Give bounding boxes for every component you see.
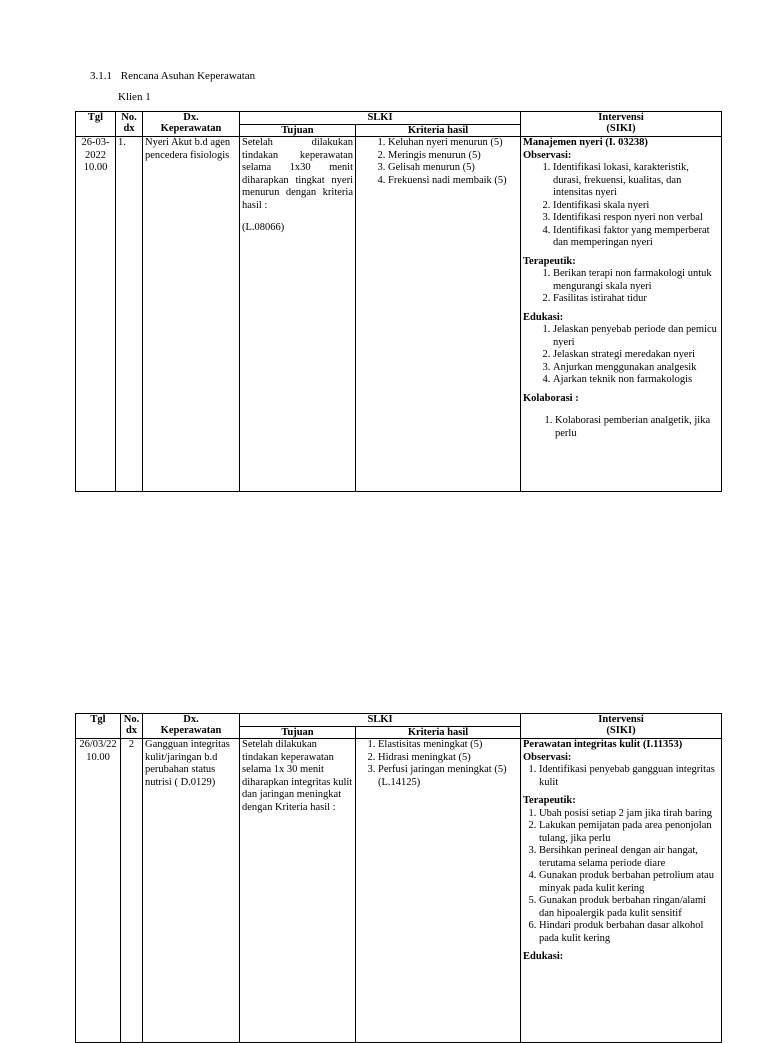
list-item: 1. Berikan terapi non farmakologi untuk mengurangi skala nyeri <box>553 268 719 293</box>
header-tujuan: Tujuan <box>240 727 356 739</box>
observasi-list <box>523 764 719 789</box>
list-item: 1. Elastisitas meningkat (5) <box>378 739 518 752</box>
list-item: 2. Hidrasi meningkat (5) <box>378 752 518 765</box>
care-plan-table-2 <box>75 713 722 1043</box>
list-item: 4. Frekuensi nadi membaik (5) <box>388 175 518 188</box>
section-heading <box>90 70 255 83</box>
header-dx-keperawatan: Dx. Keperawatan <box>143 112 240 137</box>
cell-tujuan: Setelah dilakukan tindakan keperawatan selama 1x 30 menit diharapkan integritas kulit dan jaringan meningkat dengan Kriteria hasil : <box>240 739 356 1043</box>
header-kriteria-hasil: Kriteria hasil <box>356 125 521 137</box>
section-number: 3.1.1 <box>90 70 112 82</box>
header-intervensi: Intervensi (SIKI) <box>521 112 722 137</box>
intervensi-title: Manajemen nyeri (I. 03238) <box>523 137 648 148</box>
list-item: 5. Gunakan produk berbahan ringan/alami dan hipoalergik pada kulit sensitif <box>539 895 719 920</box>
list-item: 2. Meringis menurun (5) <box>388 150 518 163</box>
list-item: 1. Identifikasi penyebab gangguan integritas kulit <box>539 764 719 789</box>
header-tujuan: Tujuan <box>240 125 356 137</box>
edukasi-label: Edukasi: <box>523 951 564 962</box>
list-item: 6. Hindari produk berbahan dasar alkohol pada kulit kering <box>539 920 719 945</box>
kriteria-list <box>358 137 518 187</box>
terapeutik-label: Terapeutik: <box>523 255 576 267</box>
edukasi-label: Edukasi: <box>523 311 564 323</box>
header-tgl: Tgl <box>76 112 116 137</box>
list-item: 1. Keluhan nyeri menurun (5) <box>388 137 518 150</box>
header-no-dx: No. dx <box>116 112 143 137</box>
list-item: 2. Identifikasi skala nyeri <box>553 200 719 213</box>
care-plan-table-1 <box>75 111 722 492</box>
list-item: 3. Bersihkan perineal dengan air hangat, terutama selama periode diare <box>539 845 719 870</box>
list-item: 4. Identifikasi faktor yang memperberat dan memperingan nyeri <box>553 225 719 250</box>
kolaborasi-list <box>523 415 719 440</box>
list-item: 4. Gunakan produk berbahan petrolium atau minyak pada kulit kering <box>539 870 719 895</box>
cell-tujuan <box>240 137 356 492</box>
list-item: 1. Ubah posisi setiap 2 jam jika tirah baring <box>539 808 719 821</box>
intervensi-title: Perawatan integritas kulit (I.11353) <box>523 739 683 750</box>
terapeutik-list <box>523 808 719 946</box>
header-kriteria-hasil: Kriteria hasil <box>356 727 521 739</box>
list-item: 3. Perfusi jaringan meningkat (5) <box>378 764 518 777</box>
observasi-list <box>523 162 719 250</box>
cell-kriteria-hasil <box>356 739 521 1043</box>
section-title: Rencana Asuhan Keperawatan <box>120 70 256 82</box>
cell-diagnosis: Nyeri Akut b.d agen pencedera fisiologis <box>143 137 240 492</box>
cell-diagnosis: Gangguan integritas kulit/jaringan b.d perubahan status nutrisi ( D.0129) <box>143 739 240 1043</box>
header-tgl: Tgl <box>76 714 121 739</box>
kriteria-list <box>358 739 518 777</box>
list-item: 2. Lakukan pemijatan pada area penonjolan tulang, jika perlu <box>539 820 719 845</box>
cell-tgl: 26-03-2022 10.00 <box>76 137 116 492</box>
list-item: 3. Gelisah menurun (5) <box>388 162 518 175</box>
list-item: 1. Jelaskan penyebab periode dan pemicu nyeri <box>553 324 719 349</box>
cell-no-dx: 2 <box>121 739 143 1043</box>
kolaborasi-label: Kolaborasi : <box>523 392 579 404</box>
client-label: Klien 1 <box>118 91 151 103</box>
cell-no-dx: 1. <box>116 137 143 492</box>
header-slki: SLKI <box>240 714 521 727</box>
edukasi-list <box>523 324 719 387</box>
cell-kriteria-hasil <box>356 137 521 492</box>
kriteria-code: (L.14125) <box>378 776 421 788</box>
header-intervensi: Intervensi (SIKI) <box>521 714 722 739</box>
cell-intervensi <box>521 739 722 1043</box>
cell-intervensi <box>521 137 722 492</box>
terapeutik-list <box>523 268 719 306</box>
terapeutik-label: Terapeutik: <box>523 795 576 806</box>
list-item: 4. Ajarkan teknik non farmakologis <box>553 374 719 387</box>
list-item: 1. Kolaborasi pemberian analgetik, jika perlu <box>555 415 719 440</box>
list-item: 2. Jelaskan strategi meredakan nyeri <box>553 349 719 362</box>
list-item: 1. Identifikasi lokasi, karakteristik, durasi, frekuensi, kualitas, dan intensitas nyeri <box>553 162 719 200</box>
list-item: 3. Anjurkan menggunakan analgesik <box>553 362 719 375</box>
observasi-label: Observasi: <box>523 751 572 763</box>
observasi-label: Observasi: <box>523 149 572 161</box>
header-slki: SLKI <box>240 112 521 125</box>
tujuan-text: Setelah dilakukan tindakan keperawatan selama 1x30 menit diharapkan tingkat nyeri menurun dengan kriteria hasil : <box>242 137 353 211</box>
header-dx-keperawatan: Dx. Keperawatan <box>143 714 240 739</box>
header-no-dx: No. dx <box>121 714 143 739</box>
list-item: 3. Identifikasi respon nyeri non verbal <box>553 212 719 225</box>
cell-tgl: 26/03/22 10.00 <box>76 739 121 1043</box>
tujuan-code: (L.08066) <box>242 222 285 233</box>
list-item: 2. Fasilitas istirahat tidur <box>553 293 719 306</box>
